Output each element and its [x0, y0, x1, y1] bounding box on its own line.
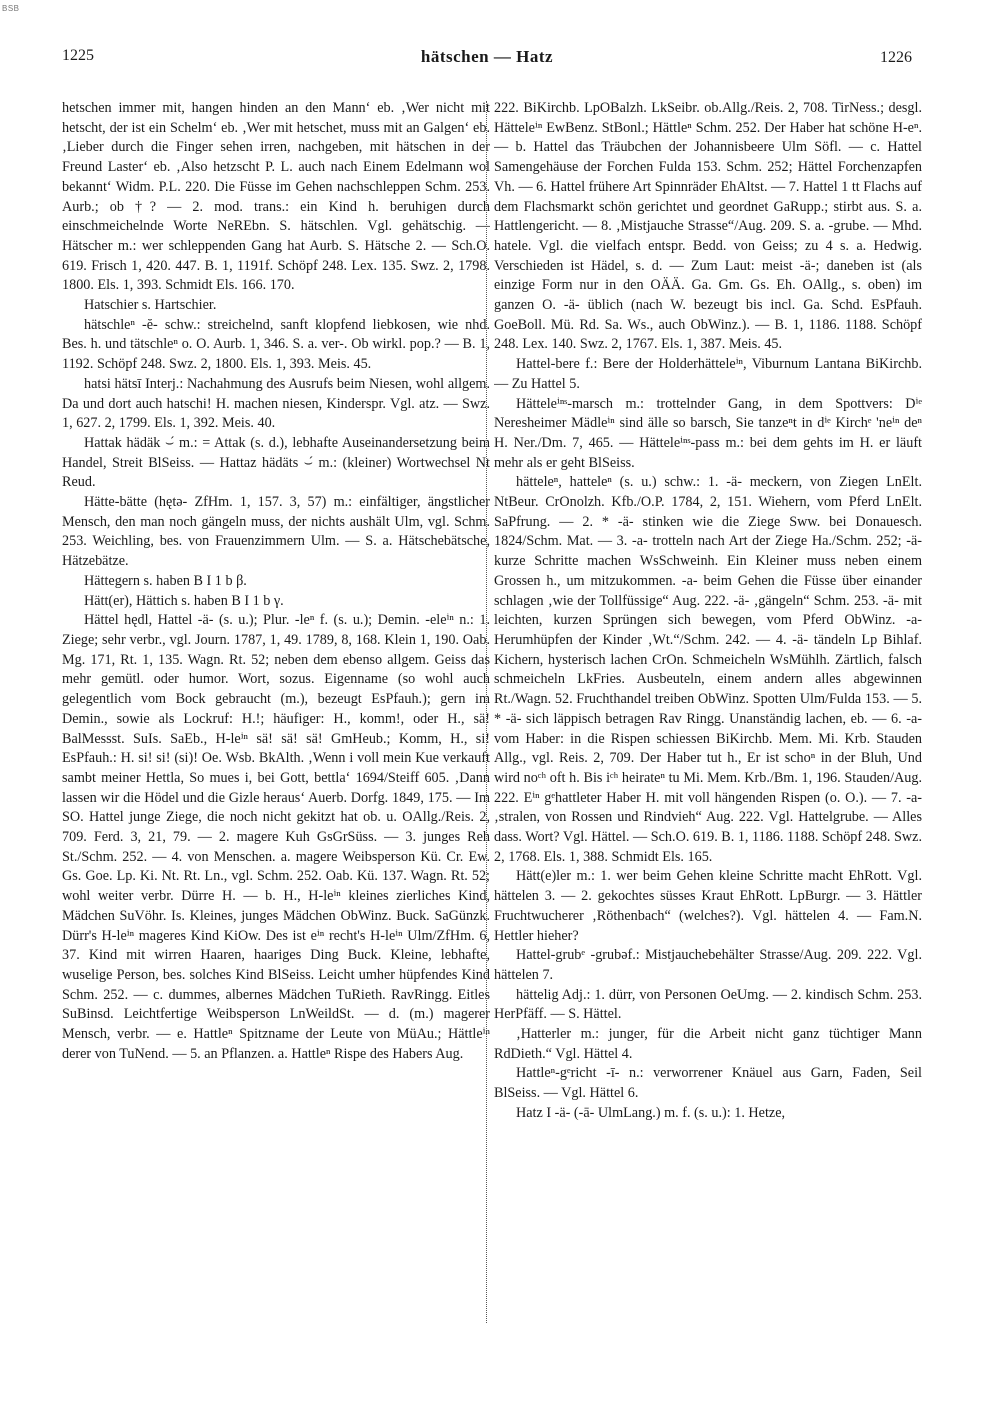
entry-haettel: Hättel hędl, Hattel -ä- (s. u.); Plur. -leⁿ f. (s. u.); Demin. -eleⁱⁿ n.: 1. Ziege; sehr verbr., vgl. Journ. 1787, 1, 49. 1789, 8, 168. Klein 1, 190. Oab. Mg. 171, Rt. 1, 135. Wagn. Rt. 52; neben dem ebenso allgem. Geiss das mehr gemütl. oder humor. Wort, sozus. Eigenname (so wohl auch gelegentlich vom Bock gebraucht (m.), bezeugt EsPfauh.); gern im Demin., sowie als Lockruf: H.!; häufiger: H., komm!, oder H., sä! BalMessst. SuIs. SaEb., H-leⁱⁿ sä! sä! sä! GmHeub.; Komm, H., si! EsPfauh.: H. si! si! (si)! Oe. Wsb. BkAlth. ‚Wenn i voll mein Kue verkauft sambt meiner Hettla, So mues i, bei Gott, bettla‘ 1694/Steiff 605. ‚Dann lassen wir die Hödel und die Gizle heraus‘ Auerb. Dorfg. 1849, 175. — Im SO. Hattel junge Ziege, die noch nicht gekitzt hat ob. u. OAllg./Reis. 2, 709. Ferd. 3, 21, 79. — 2. magere Kuh GsGrSüss. — 3. junges Reh St./Schm. 252. — 4. von Menschen. a. magere Weibsperson Kü. Cr. Ew. Gs. Goe. Lp. Ki. Nt. Rt. Ln., vgl. Schm. 252. Oab. Kü. 137. Wagn. Rt. 52; wohl weiter verbr. Dürre H. — b. H., H-leⁱⁿ kleines zierliches Kind, Mädchen SuVöhr. Is. Kleines, junges Mädchen ObWinz. Buck. SaGünzk. Dürr's H-leⁱⁿ mageres Kind KiOw. Des ist eⁱⁿ recht's H-leⁱⁿ Ulm/ZfHm. 6, 37. Kind mit wirren Haaren, haariges Ding Buck. Kleine, lebhafte, wuselige Person, bes. solches Kind BlSeiss. Leicht umher hüpfendes Kind Schm. 252. — c. dummes, albernes Mädchen TuRieth. RavRingg. Eitles SuBinsd. Leichtfertige Weibsperson LnWeildSt. — d. (m.) magerer Mensch, verbr. — e. Hattleⁿ Spitzname der Leute von MüAu.; Hättleⁱⁿ derer von TuNend. — 5. an Pflanzen. a. Hattleⁿ Rispe des Habers Aug.	[62, 612, 490, 1062]
entry-hatz: Hatz I -ä- (-ā- UlmLang.) m. f. (s. u.): 1. Hetze,	[516, 1104, 786, 1121]
entry-haetter: Hätt(er), Hättich s. haben B I 1 b γ.	[84, 592, 284, 609]
entry-haettegern: Hättegern s. haben B I 1 b β.	[84, 572, 247, 589]
entry-haettelig: hättelig Adj.: 1. dürr, von Personen OeUmg. — 2. kindisch Schm. 253. HerPfäff. — S. Hättel.	[494, 986, 922, 1023]
entry-haetschlen: hätschleⁿ -ĕ- schw.: streichelnd, sanft klopfend liebkosen, wie nhd. Bes. h. und tätschleⁿ o. O. Aurb. 1, 346. S. a. ver-. Ob wirkl. pop.? — B. 1, 1192. Schöpf 248. Swz. 2, 1800. Els. 1, 393. Meis. 45.	[62, 316, 490, 373]
entry-haettelen: hätteleⁿ, hatteleⁿ (s. u.) schw.: 1. -ä- meckern, von Ziegen LnElt. NtBeur. CrOnolzh. Kfb./O.P. 1784, 2, 151. Wiehern, vom Pferd LnElt. SaPfrung. — 2. * -ä- stinken wie die Ziege Sww. bei Donauesch. 1824/Schm. Mat. — 3. -a- trotteln nach Art der Ziege Ha./Schm. 252; -ä- kurze Schritte machen WsSchweinh. Ein Kleiner muss neben einem Grossen h., um mitzukommen. -a- beim Gehen die Füsse über einander schlagen ‚wie der Tollfüssige“ Aug. 222. -ä- ‚gängeln“ Schm. 253. -ä- mit leichten, kurzen Sprüngen sich bewegen, vom Pferd ObWinz. -a- Herumhüpfen der Kinder ‚Wt.“/Schm. 242. — 4. -ä- tändeln Lp Bihlaf. Kichern, hysterisch lachen CrOn. Schmeicheln WsMühlh. Zärtlich, falsch schmeicheln LkFries. Ausbeuteln, einem andern alles abgewinnen Rt./Wagn. 52. Fruchthandel treiben ObWinz. Spotten Ulm/Fulda 153. — 5. * -ä- sich läppisch betragen Rav Ringg. Unanständig lachen, eb. — 6. -a- vom Haber: in die Rispen schiessen BiKirchb. Mem. Mi. Krb. Stauden Allg., vgl. Reis. 2, 709. Der Haber tut h., Er ist schoⁿ in der Bluh, Und wird noᶜʰ oft h. Bis iᶜʰ heirateⁿ tu Mi. Mem. Krb./Bm. 1, 196. Stauden/Aug. 222. Eⁱⁿ gᵉhattleter Haber H. mit voll hängenden Rispen (o. O.). — 7. -a- ‚stralen, von Rossen und Rindvieh“ Aug. 222. Vgl. Hattelgrube. — Alles dass. Wort? Vgl. Hättel. — Sch.O. 619. B. 1, 1186. 1188. Schöpf 248. Swz. 2, 1768. Els. 1, 388. Schmidt Els. 165.	[494, 474, 922, 865]
entry-haettel-continuation: 222. BiKirchb. LpOBalzh. LkSeibr. ob.Allg./Reis. 2, 708. TirNess.; desgl. Hätteleⁱⁿ EwBenz. StBonl.; Hättleⁿ Schm. 252. Der Haber hat schöne H-eⁿ. — b. Hattel das Träubchen der Johannisbeere Ulm Söfl. — c. Hattel Samengehäuse der Forchen Fulda 153. Schm. 252; Hättel Forchenzapfen Vh. — 6. Hattel frühere Art Spinnräder EhAltst. — 7. Hattel 1 tt Flachs auf dem Flachsmarkt schön gerichtet und geordnet GaRupp.; stirbt aus. S. a. Hattlengericht. — 8. ‚Mistjauche Strasse“/Aug. 209. S. a. -grube. — Mhd. hatele. Vgl. die vielfach entspr. Bedd. von Geiss; zu 4 s. a. Hedwig. Verschieden ist Hädel, s. d. — Zum Laut: meist -ä-; daneben ist (als einzige Form nur in den OÄÄ. Ga. Gm. Gs. Eh. OAllg., s. oben) im ganzen O. -ä- üblich (nach W. bezeugt bis incl. Ga. Schd. EsPfauh. GoeBoll. Mü. Rd. Sa. Ws., auch ObWinz.). — B. 1, 1186. 1188. Schöpf 248. Lex. 140. Swz. 2, 1767. Els. 1, 387. Meis. 45.	[494, 100, 922, 353]
entry-continuation: hetschen immer mit, hangen hinden an den Mann‘ eb. ‚Wer nicht mit hetscht, der ist ein Schelm‘ eb. ‚Wer mit hetschet, muss mit an Galgen‘ eb. ‚Lieber durch die Finger sehen irren, nachgeben, mit hätschen in der Freund Laster‘ eb. ‚Also hetzscht P. L. auch nach Einem Edelmann wol bekannt‘ Widm. P.L. 220. Die Füsse im Gehen nachschleppen Schm. 253. Aurb.; ob †? — 2. mod. trans.: ein Kind h. beruhigen durch einschmeichelnde Worte NeREbn. S. hätschlen. Vgl. gehätschig. — Hätscher m.: wer schleppenden Gang hat Aurb. S. Hätsche 2. — Sch.O. 619. Frisch 1, 420. 447. B. 1, 1191f. Schöpf 248. Lex. 135. Swz. 2, 1798. 1800. Els. 1, 393. Schmidt Els. 166. 170.	[62, 100, 490, 294]
entry-haette-baette: Hätte-bätte (hętə- ZfHm. 1, 157. 3, 57) m.: einfältiger, ängstlicher Mensch, den man noch gängeln muss, der nichts aushält Ulm, vgl. Schm. 253. Weichling, bes. von Frauenzimmern Ulm. — S. a. Hätschebätsche, Hätzebätze.	[62, 494, 490, 570]
page-number-left: 1225	[62, 47, 94, 64]
entry-hattak: Hattak hädäk ⌣́ m.: = Attak (s. d.), lebhafte Auseinandersetzung beim Handel, Streit BlSeiss. — Hattaz hädäts ⌣́ m.: (kleiner) Wortwechsel Nt Reud.	[62, 434, 490, 491]
entry-hatschier: Hatschier s. Hartschier.	[84, 297, 217, 314]
page-title: hätschen — Hatz	[420, 47, 554, 66]
entry-hatsi: hatsi hätsī Interj.: Nachahmung des Ausrufs beim Niesen, wohl allgem. Da und dort auch hatschi! H. machen niesen, Kinderspr. Vgl. atz. — Swz. 1, 627. 2, 1799. Els. 1, 392. Meis. 40.	[62, 375, 490, 432]
column-divider	[486, 101, 487, 1323]
entry-hatterler: ‚Hatterler m.: junger, für die Arbeit nicht ganz tüchtiger Mann RdDieth.“ Vgl. Hättel 4.	[494, 1026, 922, 1062]
entry-hattel-grube: Hattel-grubᵉ -grubəf.: Mistjauchebehälter Strasse/Aug. 209. 222. Vgl. hättelen 7.	[494, 947, 922, 983]
entry-haetteler: Hätt(e)ler m.: 1. wer beim Gehen kleine Schritte macht EhRott. Vgl. hättelen 3. — 2. gekochtes süsses Kraut EhRott. LpBurgr. — 3. Hättler Fruchtwucherer ‚Röthenbach“ (welches?). Vgl. hättelen 4. — Fam.N. Hettler hieher?	[494, 868, 922, 944]
entry-hattel-bere: Hattel-bere f.: Bere der Holderhätteleⁱⁿ, Viburnum Lantana BiKirchb. — Zu Hattel 5.	[494, 356, 922, 392]
page-number-right: 1226	[880, 49, 912, 66]
entry-hattlen-gericht: Hattleⁿ-gᵉricht -ī- n.: verworrener Knäuel aus Garn, Faden, Seil BlSeiss. — Vgl. Hättel 6.	[494, 1065, 922, 1102]
library-stamp: BSB	[2, 4, 20, 13]
running-head	[62, 47, 912, 73]
right-column	[494, 99, 922, 1371]
left-column	[62, 99, 490, 1371]
entry-haetteleins-marsch: Hätteleⁱⁿˢ-marsch m.: trottelnder Gang, in dem Spottvers: Dⁱᵉ Neresheimer Mädleⁱⁿ sind älle so barsch, Sie tanzeⁿt in dⁱᵉ Kirchᵉ 'neⁱⁿ deⁿ H. Ner./Dm. 7, 465. — Hätteleⁱⁿˢ-pass m.: bei dem gehts im H. er läuft mehr als er geht BlSeiss.	[494, 395, 922, 471]
